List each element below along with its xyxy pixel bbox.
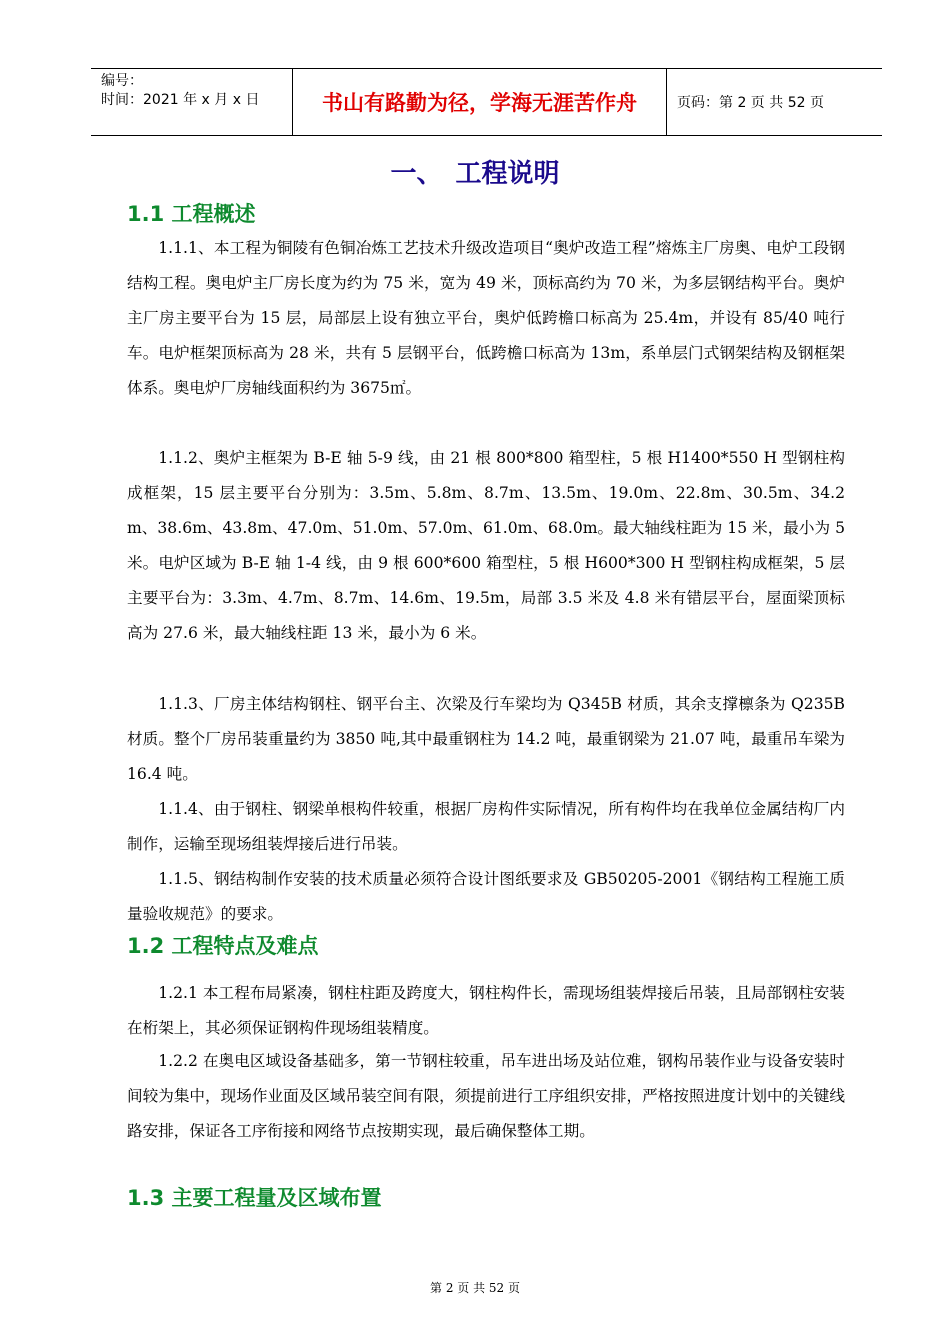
paragraph-1-1-2: 1.1.2、奥炉主框架为 B-E 轴 5-9 线，由 21 根 800*800 箱型柱，5 根 H1400*550 H 型钢柱构成框架，15 层主要平台分别为：3.5m、5.8m、8.7m、13.5m、19.0m、22.8m、30.5m、34.2m、38.6m、43.8m、47.0m、51.0m、57.0m、61.0m、68.0m。最大轴线柱距为 15 米，最小为 5 米。电炉区域为 B-E 轴 1-4 线，由 9 根 600*600 箱型柱，5 根 H600*300 H 型钢柱构成框架，5 层主要平台为：3.3m、4.7m、8.7m、14.6m、19.5m，局部 3.5 米及 4.8 米有错层平台，屋面梁顶标高为 27.6 米，最大轴线柱距 13 米，最小为 6 米。 <box>127 449 845 642</box>
document-number-label: 编号： <box>101 73 143 89</box>
section-heading-1-3: 1.3 主要工程量及区域布置 <box>127 1186 382 1210</box>
paragraph-1-1-5: 1.1.5、钢结构制作安装的技术质量必须符合设计图纸要求及 GB50205-2001《钢结构工程施工质量验收规范》的要求。 <box>127 870 845 923</box>
page-footer: 第 2 页 共 52 页 <box>430 1281 520 1295</box>
document-time: 时间：2021 年 x 月 x 日 <box>101 92 260 108</box>
chapter-title: 一、 工程说明 <box>390 159 560 189</box>
section-heading-1-1: 1.1 工程概述 <box>127 202 256 226</box>
header-page-info: 页码：第 2 页 共 52 页 <box>677 95 824 111</box>
paragraph-1-1-1: 1.1.1、本工程为铜陵有色铜冶炼工艺技术升级改造项目“奥炉改造工程”熔炼主厂房奥、电炉工段钢结构工程。奥电炉主厂房长度为约为 75 米，宽为 49 米，顶标高约为 70 米，为多层钢结构平台。奥炉主厂房主要平台为 15 层，局部层上设有独立平台，奥炉低跨檐口标高为 25.4m，并设有 85/40 吨行车。电炉框架顶标高为 28 米，共有 5 层钢平台，低跨檐口标高为 13m，系单层门式钢架结构及钢框架体系。奥电炉厂房轴线面积约为 3675㎡。 <box>127 239 845 397</box>
paragraph-1-2-1: 1.2.1 本工程布局紧凑，钢柱柱距及跨度大，钢柱构件长，需现场组装焊接后吊装，且局部钢柱安装在桁架上，其必须保证钢构件现场组装精度。 <box>127 984 845 1037</box>
header-meta <box>91 69 293 135</box>
page-header <box>91 68 882 136</box>
paragraph-1-1-3: 1.1.3、厂房主体结构钢柱、钢平台主、次梁及行车梁均为 Q345B 材质，其余支撑檩条为 Q235B 材质。整个厂房吊装重量约为 3850 吨,其中最重钢柱为 14.2 吨，最重钢梁为 21.07 吨，最重吊车梁为 16.4 吨。 <box>127 695 845 783</box>
section-heading-1-2: 1.2 工程特点及难点 <box>127 934 319 958</box>
paragraph-1-2-2: 1.2.2 在奥电区域设备基础多，第一节钢柱较重，吊车进出场及站位难，钢构吊装作业与设备安装时间较为集中，现场作业面及区域吊装空间有限，须提前进行工序组织安排，严格按照进度计划中的关键线路安排，保证各工序衔接和网络节点按期实现，最后确保整体工期。 <box>127 1052 845 1140</box>
header-motto: 书山有路勤为径，学海无涯苦作舟 <box>293 69 667 135</box>
paragraph-1-1-4: 1.1.4、由于钢柱、钢梁单根构件较重，根据厂房构件实际情况，所有构件均在我单位金属结构厂内制作，运输至现场组装焊接后进行吊装。 <box>127 800 845 853</box>
